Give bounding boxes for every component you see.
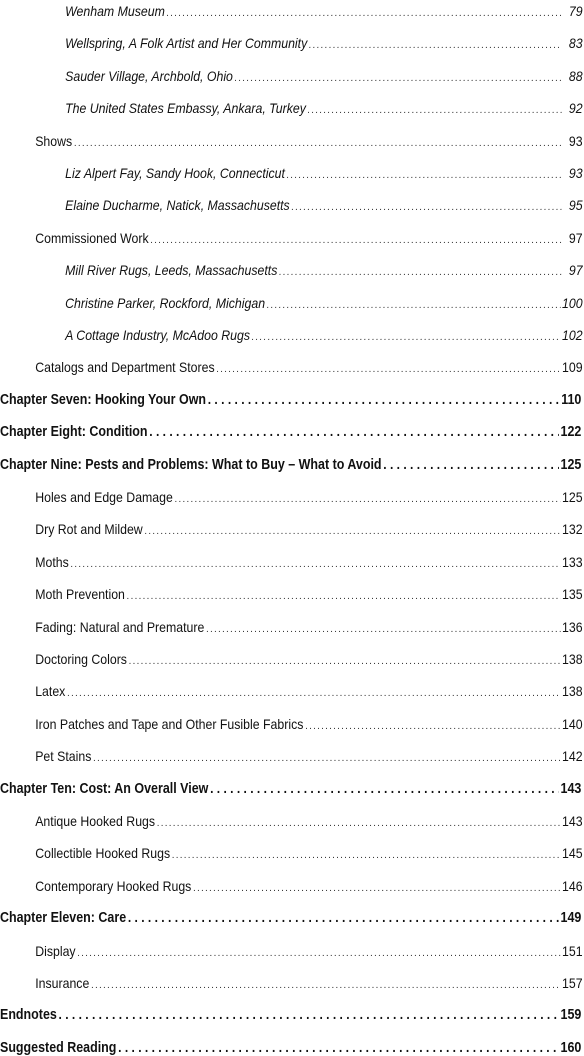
toc-entry-title: Wenham Museum	[65, 3, 165, 19]
toc-entry	[0, 422, 584, 440]
toc-entry-page: 136	[562, 618, 583, 635]
toc-entry-page: 79	[568, 3, 583, 19]
toc-entry	[0, 876, 583, 894]
toc-entry	[0, 131, 583, 149]
toc-entry-page: 145	[562, 845, 583, 862]
dot-leader	[279, 262, 561, 278]
toc-entry-title: Doctoring Colors	[35, 651, 127, 667]
toc-entry-page: 159	[560, 1007, 582, 1024]
toc-entry-page: 160	[560, 1039, 582, 1056]
toc-entry	[0, 357, 583, 375]
toc-entry-page: 146	[562, 877, 583, 894]
toc-entry-page: 95	[568, 197, 583, 214]
toc-entry-title: The United States Embassy, Ankara, Turkey	[65, 100, 306, 117]
dot-leader	[291, 197, 561, 213]
toc-entry-title: Iron Patches and Tape and Other Fusible Fabrics	[35, 715, 304, 732]
dot-leader	[144, 521, 560, 537]
toc-entry-title: Display	[35, 942, 76, 959]
toc-entry	[0, 163, 583, 181]
dot-leader	[383, 456, 559, 473]
toc-entry-page: 102	[562, 327, 583, 343]
toc-entry	[0, 973, 583, 991]
toc-entry-title: Chapter Nine: Pests and Problems: What to Buy – What to Avoid	[0, 456, 382, 473]
toc-entry-page: 125	[562, 489, 583, 505]
toc-entry-title: Liz Alpert Fay, Sandy Hook, Connecticut	[65, 165, 285, 181]
toc-entry-page: 151	[562, 942, 583, 959]
dot-leader	[127, 586, 561, 602]
toc-entry-page: 92	[568, 100, 583, 117]
dot-leader	[252, 327, 560, 343]
toc-entry	[0, 1038, 584, 1056]
toc-entry	[0, 552, 583, 570]
toc-entry-page: 157	[562, 975, 583, 991]
toc-entry-page: 132	[562, 521, 583, 538]
toc-entry-title: Chapter Eight: Condition	[0, 424, 148, 441]
toc-entry-title: Suggested Reading	[0, 1039, 117, 1056]
toc-entry-title: Contemporary Hooked Rugs	[35, 877, 192, 894]
toc-entry-title: Antique Hooked Rugs	[35, 813, 156, 829]
dot-leader	[267, 295, 560, 311]
toc-entry-title: Chapter Ten: Cost: An Overall View	[0, 780, 209, 797]
dot-leader	[150, 230, 561, 246]
toc-entry-title: Chapter Eleven: Care	[0, 910, 127, 927]
toc-entry-page: 138	[562, 651, 583, 667]
toc-entry-page: 109	[562, 359, 583, 376]
toc-entry	[0, 519, 583, 537]
toc-entry-title: Sauder Village, Archbold, Ohio	[65, 67, 233, 84]
dot-leader	[172, 845, 560, 861]
dot-leader	[309, 35, 561, 51]
toc-entry	[0, 228, 583, 246]
toc-entry	[0, 779, 584, 797]
toc-entry-title: Endnotes	[0, 1007, 57, 1024]
toc-entry-title: Christine Parker, Rockford, Michigan	[65, 294, 266, 311]
toc-entry-page: 93	[568, 132, 583, 149]
toc-entry-title: Commissioned Work	[35, 229, 149, 246]
toc-entry	[0, 455, 584, 473]
toc-entry-title: Fading: Natural and Premature	[35, 618, 205, 635]
dot-leader	[149, 423, 559, 440]
toc-entry-page: 83	[568, 35, 583, 52]
toc-entry-title: Pet Stains	[35, 748, 92, 765]
toc-entry	[0, 33, 583, 51]
toc-entry	[0, 1005, 584, 1023]
toc-entry-page: 100	[562, 294, 583, 311]
toc-entry-title: Catalogs and Department Stores	[35, 359, 215, 376]
dot-leader	[208, 391, 560, 408]
toc-entry	[0, 293, 583, 311]
toc-entry	[0, 66, 583, 84]
toc-entry	[0, 260, 583, 278]
toc-entry-page: 149	[560, 910, 582, 927]
dot-leader	[59, 1006, 559, 1023]
toc-entry-title: Insurance	[35, 975, 90, 991]
toc-entry-page: 143	[562, 813, 583, 829]
dot-leader	[206, 619, 560, 635]
toc-entry	[0, 1, 583, 19]
dot-leader	[91, 975, 560, 991]
toc-entry	[0, 811, 583, 829]
dot-leader	[93, 748, 560, 764]
dot-leader	[235, 68, 562, 84]
toc-entry-title: Moths	[35, 553, 69, 570]
dot-leader	[128, 909, 559, 926]
dot-leader	[118, 1039, 559, 1056]
toc-entry-title: A Cottage Industry, McAdoo Rugs	[65, 327, 251, 343]
toc-entry-page: 140	[562, 715, 583, 732]
toc-entry-page: 110	[561, 391, 582, 408]
toc-entry-title: Mill River Rugs, Leeds, Massachusetts	[65, 262, 278, 279]
toc-entry	[0, 195, 583, 213]
toc-entry-title: Elaine Ducharme, Natick, Massachusetts	[65, 197, 290, 214]
dot-leader	[157, 813, 560, 829]
toc-entry	[0, 617, 583, 635]
toc-entry-page: 138	[562, 683, 583, 700]
toc-entry	[0, 584, 583, 602]
toc-entry-title: Chapter Seven: Hooking Your Own	[0, 391, 207, 408]
toc-entry-page: 143	[560, 780, 582, 797]
toc-entry-title: Moth Prevention	[35, 586, 125, 603]
toc-entry	[0, 487, 583, 505]
dot-leader	[167, 3, 562, 19]
toc-entry-page: 133	[562, 553, 583, 570]
toc-entry-page: 93	[568, 165, 583, 181]
toc-entry-title: Wellspring, A Folk Artist and Her Community	[65, 35, 308, 52]
dot-leader	[193, 878, 560, 894]
toc-entry-page: 88	[568, 67, 583, 84]
dot-leader	[216, 359, 560, 375]
dot-leader	[129, 651, 561, 667]
toc-entry	[0, 746, 583, 764]
toc-entry-page: 142	[562, 748, 583, 765]
dot-leader	[175, 489, 561, 505]
dot-leader	[308, 100, 562, 116]
toc-entry-page: 97	[568, 262, 583, 279]
toc-entry-title: Holes and Edge Damage	[35, 489, 173, 505]
toc-entry-title: Latex	[35, 683, 66, 700]
toc-entry	[0, 649, 583, 667]
dot-leader	[71, 554, 561, 570]
dot-leader	[287, 165, 562, 181]
toc-entry	[0, 390, 584, 408]
toc-entry	[0, 681, 583, 699]
toc-entry-page: 135	[562, 586, 583, 603]
toc-entry	[0, 325, 583, 343]
dot-leader	[305, 716, 560, 732]
dot-leader	[210, 780, 559, 797]
toc-entry	[0, 941, 583, 959]
dot-leader	[67, 683, 560, 699]
toc-entry	[0, 908, 584, 926]
toc-entry	[0, 843, 583, 861]
dot-leader	[74, 133, 561, 149]
toc-entry	[0, 98, 583, 116]
toc-entry-title: Shows	[35, 132, 73, 149]
toc-entry-title: Collectible Hooked Rugs	[35, 845, 171, 862]
toc-entry-page: 97	[568, 229, 583, 246]
toc-entry-title: Dry Rot and Mildew	[35, 521, 143, 538]
toc-entry-page: 122	[560, 424, 582, 441]
toc-entry	[0, 714, 583, 732]
dot-leader	[77, 943, 560, 959]
toc-entry-page: 125	[560, 456, 582, 473]
